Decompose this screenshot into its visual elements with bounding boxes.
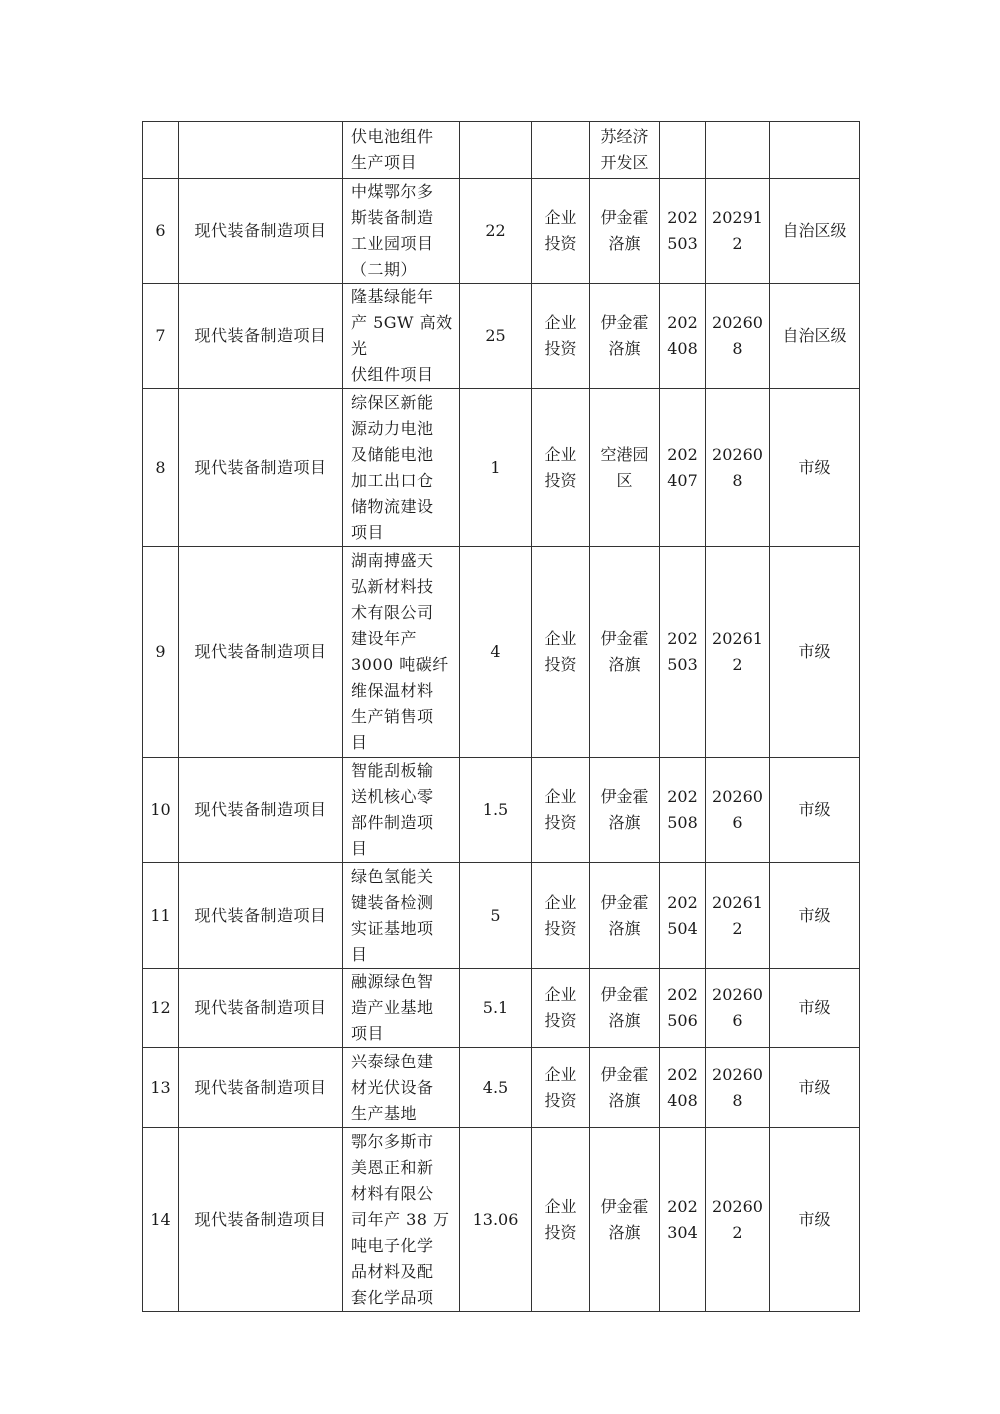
cell-name [343, 863, 460, 969]
cell-start [660, 1128, 706, 1312]
cell-location-text: 伊金霍 洛旗 [600, 208, 649, 253]
cell-location [590, 758, 660, 863]
cell-start-text: 202 304 [667, 1196, 698, 1242]
cell-type [179, 1128, 343, 1312]
cell-level-text: 市级 [798, 1209, 831, 1229]
cell-nature [532, 863, 590, 969]
cell-nature-text: 企业 投资 [544, 787, 577, 832]
cell-location [590, 179, 660, 284]
table-row [143, 389, 860, 547]
cell-location [590, 547, 660, 758]
cell-no [143, 284, 179, 389]
cell-no [143, 758, 179, 863]
cell-end-text: 20260 2 [712, 1196, 763, 1242]
cell-location [590, 1128, 660, 1312]
cell-start [660, 179, 706, 284]
cell-invest [460, 1128, 532, 1312]
cell-location-text: 伊金霍 洛旗 [600, 629, 649, 674]
cell-name-text: 鄂尔多斯市 美恩正和新 材料有限公 司年产 38 万 吨电子化学 品材料及配 套化学品项 [351, 1131, 450, 1307]
cell-no-text: 14 [150, 1209, 171, 1229]
cell-level-text: 市级 [798, 800, 831, 819]
cell-name [343, 389, 460, 547]
cell-location [590, 122, 660, 179]
cell-nature [532, 1128, 590, 1312]
cell-level-text: 自治区级 [782, 221, 847, 240]
cell-name [343, 1128, 460, 1312]
cell-level [770, 1128, 860, 1312]
cell-level [770, 863, 860, 969]
cell-invest-text: 1.5 [482, 800, 509, 819]
cell-level [770, 1048, 860, 1128]
cell-start-text: 202 407 [667, 444, 698, 490]
cell-start-text: 202 506 [667, 985, 698, 1030]
cell-location-text: 伊金霍 洛旗 [600, 1196, 649, 1242]
cell-invest [460, 969, 532, 1048]
cell-start [660, 758, 706, 863]
cell-nature [532, 389, 590, 547]
cell-nature-text: 企业 投资 [544, 892, 577, 938]
cell-no-text: 7 [155, 326, 166, 345]
cell-start [660, 389, 706, 547]
cell-no-text: 13 [150, 1077, 171, 1097]
cell-type [179, 758, 343, 863]
table-body [143, 122, 860, 1312]
cell-nature [532, 1048, 590, 1128]
cell-level [770, 758, 860, 863]
cell-start-text: 202 508 [667, 787, 698, 832]
cell-start [660, 1048, 706, 1128]
cell-start-text: 202 408 [667, 313, 698, 358]
cell-nature-text: 企业 投资 [544, 313, 577, 358]
table-row [143, 1128, 860, 1312]
cell-type [179, 179, 343, 284]
cell-no-text: 8 [155, 457, 166, 477]
cell-name [343, 179, 460, 284]
cell-type [179, 547, 343, 758]
cell-type-text: 现代装备制造项目 [194, 642, 327, 661]
cell-invest-text: 25 [485, 326, 506, 345]
cell-no-text: 10 [150, 800, 171, 819]
cell-invest [460, 284, 532, 389]
cell-name [343, 122, 460, 179]
cell-end-text: 20291 2 [712, 208, 763, 253]
cell-name [343, 969, 460, 1048]
cell-no [143, 1048, 179, 1128]
cell-type-text: 现代装备制造项目 [194, 1209, 327, 1229]
cell-invest [460, 863, 532, 969]
cell-end [706, 284, 770, 389]
cell-type [179, 122, 343, 179]
cell-name-text: 兴泰绿色建 材光伏设备 生产基地 [351, 1051, 434, 1123]
cell-end [706, 122, 770, 179]
cell-level-text: 市级 [798, 1077, 831, 1097]
cell-level-text: 市级 [798, 642, 831, 661]
cell-location [590, 389, 660, 547]
cell-location-text: 伊金霍 洛旗 [600, 787, 649, 832]
cell-end-text: 20260 8 [712, 444, 763, 490]
project-table [142, 121, 860, 1312]
cell-name-text: 隆基绿能年 产 5GW 高效光 伏组件项目 [351, 287, 453, 384]
cell-location-text: 伊金霍 洛旗 [600, 985, 649, 1030]
table-row [143, 758, 860, 863]
cell-name [343, 758, 460, 863]
cell-end [706, 969, 770, 1048]
cell-location [590, 284, 660, 389]
cell-nature [532, 122, 590, 179]
cell-name [343, 1048, 460, 1128]
cell-end [706, 758, 770, 863]
cell-type-text: 现代装备制造项目 [194, 457, 327, 477]
cell-level [770, 969, 860, 1048]
cell-invest-text: 13.06 [472, 1209, 519, 1229]
cell-start-text: 202 408 [667, 1064, 698, 1110]
cell-location [590, 969, 660, 1048]
cell-end [706, 1048, 770, 1128]
cell-end-text: 20261 2 [712, 892, 763, 938]
cell-name [343, 284, 460, 389]
cell-nature-text: 企业 投资 [544, 1196, 577, 1242]
cell-nature [532, 284, 590, 389]
cell-name-text: 绿色氢能关 键装备检测 实证基地项 目 [351, 866, 434, 964]
cell-no [143, 969, 179, 1048]
cell-type [179, 969, 343, 1048]
cell-type-text: 现代装备制造项目 [194, 1077, 327, 1097]
cell-type-text: 现代装备制造项目 [194, 326, 327, 345]
cell-level [770, 389, 860, 547]
cell-nature-text: 企业 投资 [544, 629, 577, 674]
cell-location [590, 863, 660, 969]
cell-start [660, 969, 706, 1048]
cell-name-text: 湖南搏盛天 弘新材料技 术有限公司 建设年产 3000 吨碳纤 维保温材料 生产销售项 目 [351, 551, 449, 752]
cell-start-text: 202 503 [667, 629, 698, 674]
cell-nature [532, 758, 590, 863]
cell-no [143, 1128, 179, 1312]
cell-end [706, 547, 770, 758]
cell-invest [460, 758, 532, 863]
cell-level-text: 市级 [798, 457, 831, 477]
cell-nature-text: 企业 投资 [544, 208, 577, 253]
cell-location-text: 伊金霍 洛旗 [600, 1064, 649, 1110]
cell-level [770, 179, 860, 284]
cell-nature [532, 969, 590, 1048]
cell-end-text: 20260 8 [712, 1064, 763, 1110]
table-row [143, 284, 860, 389]
cell-type-text: 现代装备制造项目 [194, 221, 327, 240]
cell-nature [532, 179, 590, 284]
cell-name-text: 综保区新能 源动力电池 及储能电池 加工出口仓 储物流建设 项目 [351, 392, 434, 542]
cell-end [706, 1128, 770, 1312]
cell-level-text: 市级 [798, 998, 831, 1017]
cell-start-text: 202 504 [667, 892, 698, 938]
cell-end-text: 20260 6 [712, 985, 763, 1030]
cell-nature-text: 企业 投资 [544, 985, 577, 1030]
cell-no-text: 9 [155, 642, 166, 661]
cell-invest-text: 5 [490, 905, 501, 925]
cell-level-text: 市级 [798, 905, 831, 925]
cell-end [706, 863, 770, 969]
cell-nature [532, 547, 590, 758]
cell-invest-text: 5.1 [482, 998, 509, 1017]
cell-type-text: 现代装备制造项目 [194, 800, 327, 819]
cell-name-text: 智能刮板输 送机核心零 部件制造项 目 [351, 761, 434, 858]
cell-name-text: 中煤鄂尔多 斯装备制造 工业园项目 （二期） [351, 182, 434, 279]
cell-nature-text: 企业 投资 [544, 1064, 577, 1110]
cell-end [706, 179, 770, 284]
cell-location-text: 伊金霍 洛旗 [600, 892, 649, 938]
table-row [143, 1048, 860, 1128]
cell-end-text: 20260 8 [712, 313, 763, 358]
cell-invest [460, 1048, 532, 1128]
cell-invest [460, 389, 532, 547]
cell-no [143, 389, 179, 547]
cell-start [660, 122, 706, 179]
cell-no [143, 122, 179, 179]
cell-end [706, 389, 770, 547]
table-row [143, 122, 860, 179]
table-row [143, 179, 860, 284]
cell-start-text: 202 503 [667, 208, 698, 253]
table-row [143, 863, 860, 969]
table-row [143, 547, 860, 758]
cell-nature-text: 企业 投资 [544, 444, 577, 490]
cell-invest-text: 1 [490, 457, 501, 477]
cell-location [590, 1048, 660, 1128]
cell-invest [460, 547, 532, 758]
cell-type-text: 现代装备制造项目 [194, 905, 327, 925]
cell-invest [460, 122, 532, 179]
cell-no [143, 179, 179, 284]
cell-no-text: 6 [155, 221, 166, 240]
cell-no [143, 547, 179, 758]
cell-level [770, 547, 860, 758]
cell-level [770, 284, 860, 389]
cell-invest-text: 4.5 [482, 1077, 509, 1097]
cell-end-text: 20260 6 [712, 787, 763, 832]
table-row [143, 969, 860, 1048]
cell-level [770, 122, 860, 179]
cell-no-text: 11 [150, 905, 171, 925]
cell-no [143, 863, 179, 969]
cell-invest-text: 22 [485, 221, 506, 240]
cell-type-text: 现代装备制造项目 [194, 998, 327, 1017]
cell-location-text: 苏经济 开发区 [600, 127, 649, 172]
cell-type [179, 284, 343, 389]
cell-start [660, 284, 706, 389]
cell-type [179, 863, 343, 969]
cell-type [179, 389, 343, 547]
cell-level-text: 自治区级 [782, 326, 847, 345]
cell-start [660, 547, 706, 758]
cell-no-text: 12 [150, 998, 171, 1017]
cell-end-text: 20261 2 [712, 629, 763, 674]
cell-type [179, 1048, 343, 1128]
cell-invest-text: 4 [490, 642, 501, 661]
cell-invest [460, 179, 532, 284]
cell-name-text: 伏电池组件 生产项目 [351, 127, 434, 172]
cell-location-text: 伊金霍 洛旗 [600, 313, 649, 358]
cell-start [660, 863, 706, 969]
cell-location-text: 空港园 区 [600, 444, 649, 490]
cell-name [343, 547, 460, 758]
cell-name-text: 融源绿色智 造产业基地 项目 [351, 972, 434, 1043]
